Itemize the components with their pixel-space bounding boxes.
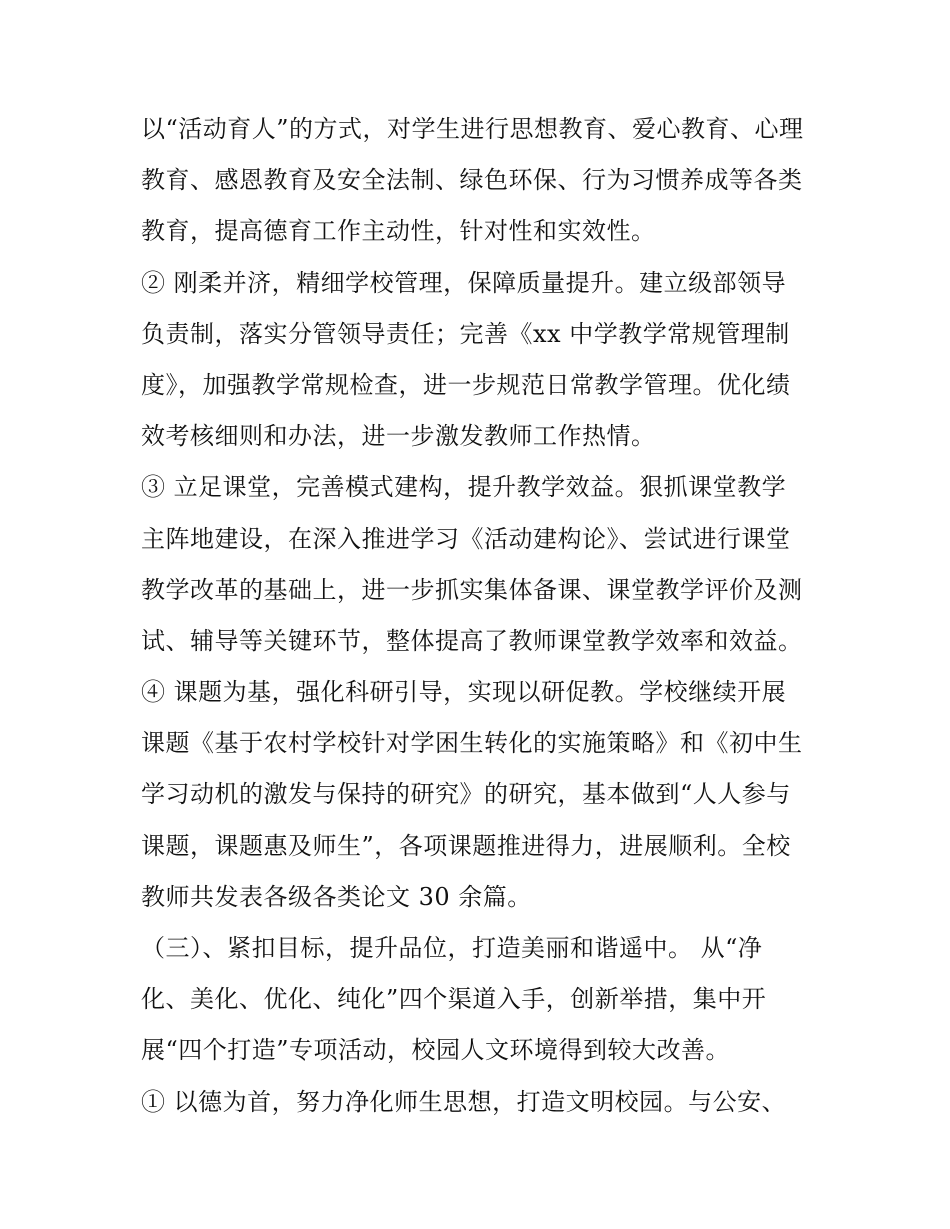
text-line: （三）、紧扣目标，提升品位，打造美丽和谐遥中。 从“净	[141, 934, 763, 962]
text-line: 以“活动育人”的方式，对学生进行思想教育、爱心教育、心理	[141, 115, 804, 143]
text-line: 课题《基于农村学校针对学困生转化的实施策略》和《初中生	[141, 729, 803, 758]
text-line: ② 刚柔并济，精细学校管理，保障质量提升。建立级部领导	[141, 268, 787, 297]
text-line: ③ 立足课堂，完善模式建构，提升教学效益。狠抓课堂教学	[141, 473, 787, 502]
text-line: 试、辅导等关键环节，整体提高了教师课堂教学效率和效益。	[141, 626, 803, 655]
text-line: 教学改革的基础上，进一步抓实集体备课、课堂教学评价及测	[141, 575, 803, 604]
text-line: 主阵地建设，在深入推进学习《活动建构论》、尝试进行课堂	[141, 524, 791, 553]
text-line: 教育，提高德育工作主动性，针对性和实效性。	[141, 217, 656, 246]
text-line: 度》，加强教学常规检查，进一步规范日常教学管理。优化绩	[141, 370, 791, 399]
text-line: 展“四个打造”专项活动，校园人文环境得到较大改善。	[141, 1036, 731, 1065]
text-line: 学习动机的激发与保持的研究》的研究，基本做到“人人参与	[141, 780, 791, 809]
text-line: ④ 课题为基，强化科研引导，实现以研促教。学校继续开展	[141, 678, 787, 707]
document-body	[141, 104, 821, 1128]
text-line: 教育、感恩教育及安全法制、绿色环保、行为习惯养成等各类	[141, 166, 803, 195]
text-line: 教师共发表各级各类论文 30 余篇。	[141, 882, 532, 911]
text-line: 课题，课题惠及师生”，各项课题推进得力，进展顺利。全校	[141, 831, 791, 860]
text-line: 化、美化、优化、纯化”四个渠道入手，创新举措，集中开	[141, 985, 767, 1014]
text-line: 效考核细则和办法，进一步激发教师工作热情。	[141, 422, 656, 451]
text-line: ① 以德为首，努力净化师生思想，打造文明校园。与公安、	[141, 1087, 787, 1116]
text-line: 负责制，落实分管领导责任；完善《xx 中学教学常规管理制	[141, 319, 790, 348]
